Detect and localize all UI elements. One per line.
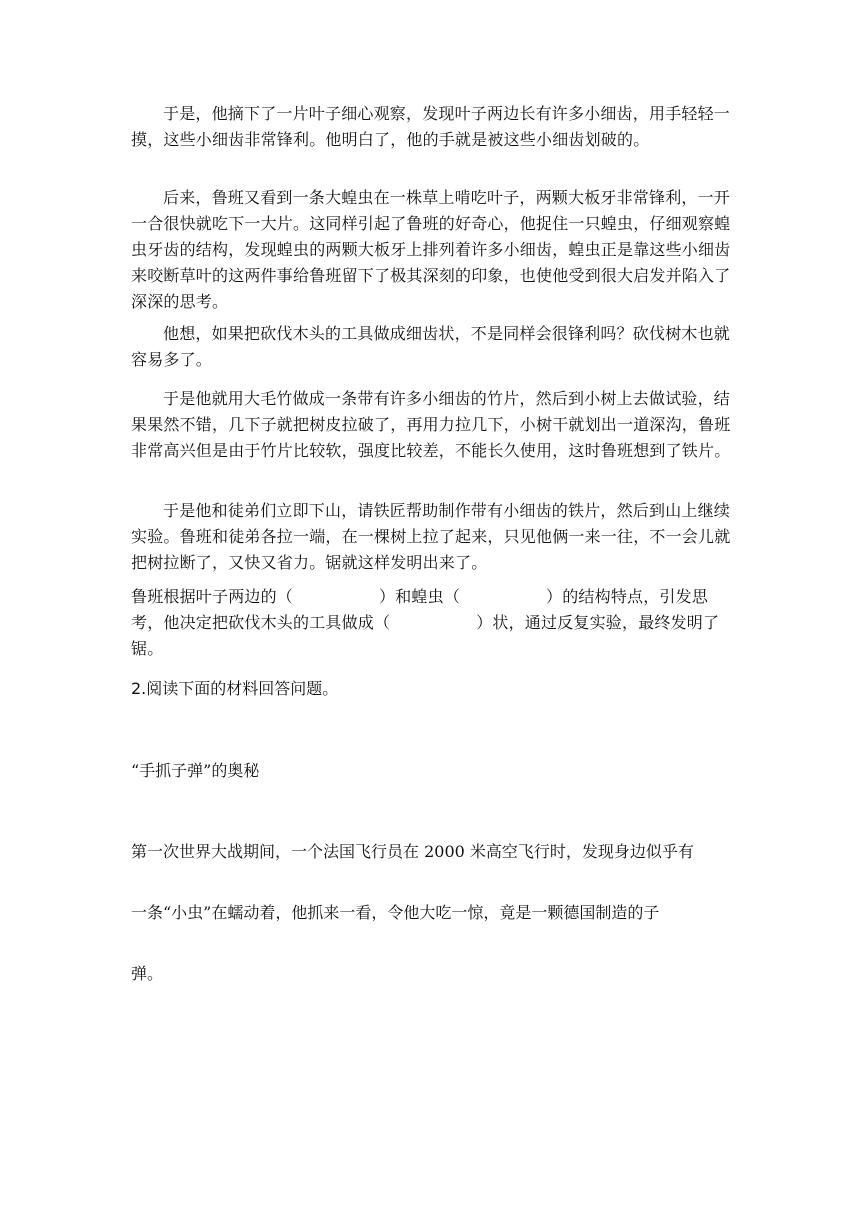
question-number: 2. [131, 679, 147, 698]
fill-blank-question [131, 584, 731, 662]
paragraph-leaf-observation: 于是，他摘下了一片叶子细心观察，发现叶子两边长有许多小细齿，用手轻轻一摸，这些小细齿非常锋利。他明白了，他的手就是被这些小细齿划破的。 [131, 104, 731, 149]
paragraph-idea: 他想，如果把砍伐木头的工具做成细齿状，不是同样会很锋利吗？砍伐树木也就容易多了。 [131, 324, 731, 369]
fill-blank-text-1: 鲁班根据叶子两边的（ [131, 587, 294, 606]
fill-blank-text-4: ）状，通过反复实验，最终发明了锯。 [131, 613, 720, 658]
fill-blank-text-2: ）和蝗虫（ [379, 587, 461, 606]
paragraph-locust: 后来，鲁班又看到一条大蝗虫在一株草上啃吃叶子，两颗大板牙非常锋利，一开一合很快就吃下一大片。这同样引起了鲁班的好奇心，他捉住一只蝗虫，仔细观察蝗虫牙齿的结构，发现蝗虫的两颗大板牙上排列着许多小细齿，蝗虫正是靠这些小细齿来咬断草叶的这两件事给鲁班留下了极其深刻的印象，也使他受到很大启发并陷入了深深的思考。 [131, 188, 731, 311]
article-line-1: 第一次世界大战期间，一个法国飞行员在 2000 米高空飞行时，发现身边似乎有 [131, 842, 694, 861]
article-line-3: 弹。 [131, 964, 164, 983]
question-2-heading [131, 676, 338, 702]
paragraph-bamboo-test: 于是他就用大毛竹做成一条带有许多小细齿的竹片，然后到小树上去做试验，结果果然不错，几下子就把树皮拉破了，再用力拉几下，小树干就划出一道深沟，鲁班非常高兴但是由于竹片比较软，强度比较差，不能长久使用，这时鲁班想到了铁片。 [131, 389, 731, 460]
paragraph-iron-saw: 于是他和徒弟们立即下山，请铁匠帮助制作带有小细齿的铁片，然后到山上继续实验。鲁班和徒弟各拉一端，在一棵树上拉了起来，只见他俩一来一往，不一会儿就把树拉断了，又快又省力。锯就这样发明出来了。 [131, 501, 731, 572]
article-line-2: 一条“小虫”在蠕动着，他抓来一看，令他大吃一惊，竟是一颗德国制造的子 [131, 903, 660, 922]
article-title: “手抓子弹”的奥秘 [131, 761, 260, 780]
question-text: 阅读下面的材料回答问题。 [146, 679, 339, 698]
fill-blank-text-3: ）的结构特点，引发思考，他决定把砍伐木头的工具做成（ [131, 587, 709, 632]
